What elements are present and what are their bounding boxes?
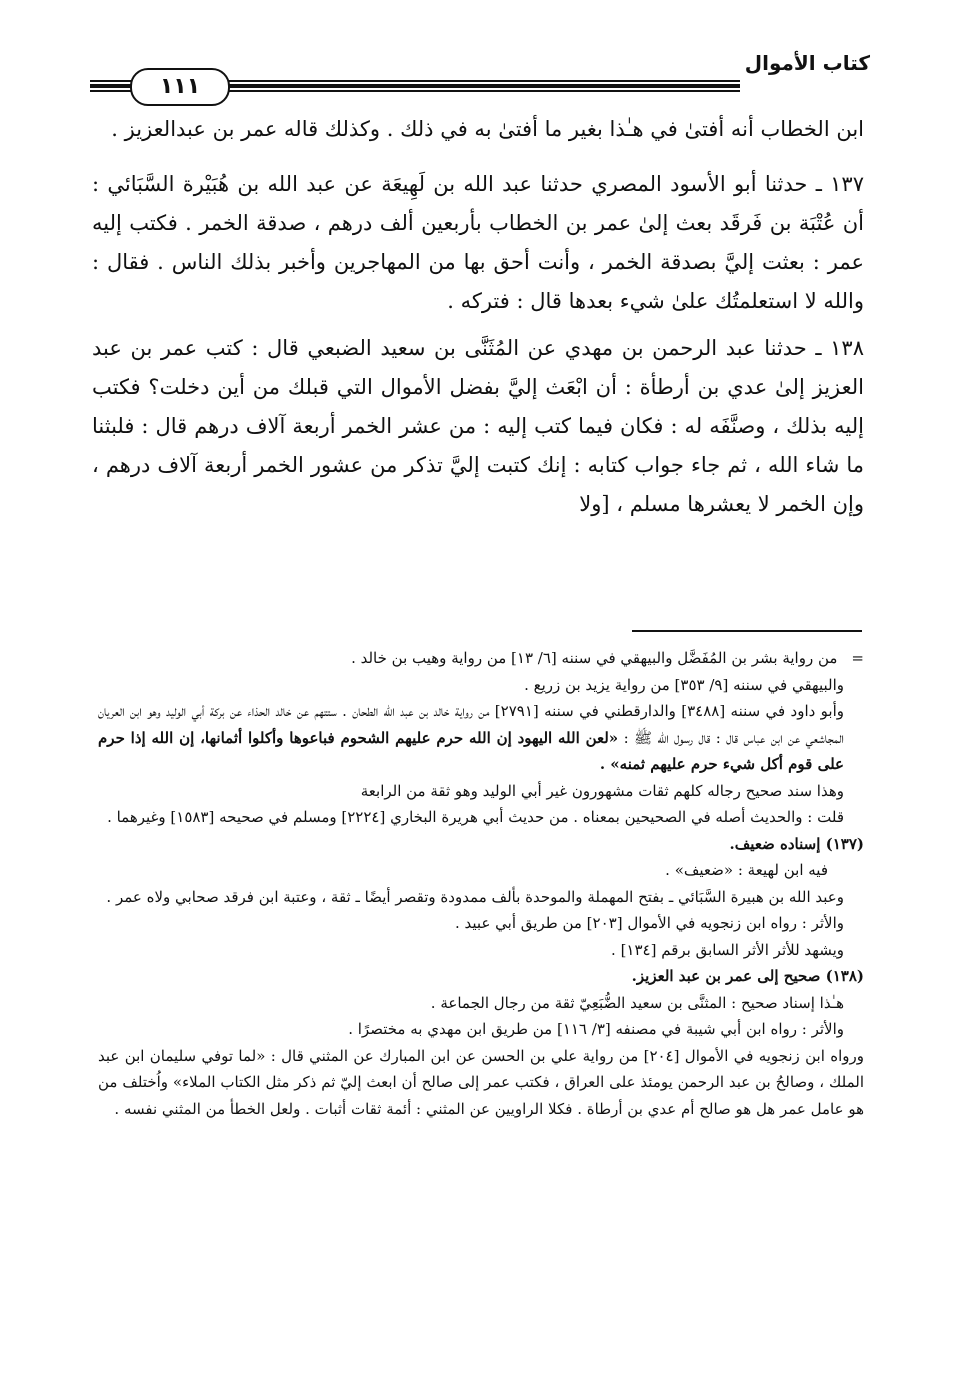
footnote-line — [98, 645, 864, 672]
footnote-text: وأبو داود في سننه [٣٤٨٨] والدارقطني في سننه [٢٧٩١] من رواية خالد بن عبد الله الطحان . ستتهم عن خالد الحذاء عن بركة أبي الوليد وهو ابن العريان المجاشعي عن ابن عباس قال : قال رسول الله ﷺ : — [98, 702, 844, 747]
continuation-mark: = — [851, 649, 864, 667]
paragraph-137: ١٣٧ ـ حدثنا أبو الأسود المصري حدثنا عبد الله بن لَهِيعَة عن عبد الله بن هُبَيْرة السَّبَائي : أن عُتْبَة بن فَرقَد بعث إلىٰ عمر بن الخطاب بأربعين ألف درهم ، صدقة الخمر . فكتب إليه عمر : بعثت إليَّ بصدقة الخمر ، وأنت أحق بها من المهاجرين وأخبر بذلك الناس . فقال : والله لا استعلمتُك علىٰ شيء بعدها قال : فتركه . — [92, 172, 864, 313]
footnote-line: وهذا سند صحيح رجاله كلهم ثقات مشهورون غير أبي الوليد وهو ثقة من الرابعة — [360, 781, 844, 800]
footnote-line: هـٰذا إسناد صحيح : المثنَّى بن سعيد الضُّبَعِيّ ثقة من رجال الجماعة . — [430, 993, 844, 1012]
paragraph-138: ١٣٨ ـ حدثنا عبد الرحمن بن مهدي عن المُثَنَّى بن سعيد الضبعي قال : كتب عمر بن عبد العزيز إلىٰ عدي بن أرطأة : أن ابْعَث إليَّ بفضل الأموال التي قبلك من أين دخلت؟ فكتب إليه بذلك ، وصنَّفَه له : فكان فيما كتب إليه : من عشر الخمر أربعة آلاف درهم قال : فلبثنا ما شاء الله ، ثم جاء جواب كتابه : إنك كتبت إليَّ تذكر من عشور الخمر أربعة آلاف درهم ، وإن الخمر لا يعشرها مسلم ، [ولا — [92, 336, 864, 516]
hadith-quote: «لعن الله اليهود إن الله حرم عليهم الشحوم فباعوها وأكلوا أثمانها، إن الله إذا حرم على قوم أكل شيء حرم عليهم ثمنه» . — [98, 728, 844, 773]
footnote-heading-137: (١٣٧) إسناده ضعيف. — [729, 834, 864, 853]
running-title: كتاب الأموال — [744, 51, 870, 75]
footnote-line — [98, 698, 864, 778]
footnote-heading-138: (١٣٨) صحيح إلى عمر بن عبد العزيز. — [631, 967, 864, 985]
footnotes — [98, 645, 864, 1122]
main-text — [92, 110, 864, 532]
footnote-line: فيه ابن لهيعة : «ضعيف» . — [665, 861, 828, 879]
footnote-line: والأثر : رواه ابن زنجويه في الأموال [٢٠٣] من طريق أبي عبيد . — [454, 914, 844, 932]
page-header — [90, 48, 870, 98]
paragraph-continuation: ابن الخطاب أنه أفتىٰ في هـٰذا بغير ما أفتىٰ به في ذلك . وكذلك قاله عمر بن عبدالعزيز . — [111, 117, 864, 141]
footnote-divider — [632, 630, 862, 632]
footnote-line: وعبد الله بن هبيرة السَّبَائي ـ بفتح المهملة والموحدة بألف ممدودة وتقصر أيضًا ـ ثقة ، وعتبة ابن فرقد صحابي ولاه عمر . — [106, 887, 844, 906]
footnote-line: قلت : والحديث أصله في الصحيحين بمعناه . من حديث أبي هريرة البخاري [٢٢٢٤] ومسلم في صحيحه [١٥٨٣] وغيرهما . — [107, 808, 844, 826]
page-number: ١١١ — [130, 68, 230, 106]
footnote-line: ويشهد للأثر الأثر السابق برقم [١٣٤] . — [611, 940, 844, 959]
footnote-line: والبيهقي في سننه [٩/ ٣٥٣] من رواية يزيد بن زريع . — [524, 675, 844, 694]
footnote-line: والأثر : رواه ابن أبي شيبة في مصنفه [٣/ ١١٦] من طريق ابن مهدي به مختصرًا . — [348, 1020, 844, 1038]
footnote-line: ورواه ابن زنجويه في الأموال [٢٠٤] من رواية علي بن الحسن عن ابن المبارك عن المثني قال : «لما توفي سليمان ابن عبد الملك ، وصالحُ بن عبد الرحمن يومئذ على العراق ، فكتب عمر إلى صالح أن ابعث إليّ ثم ذكر مثل الكتاب الملاء» واُختلف من هو عامل عمر هل هو صالح أم عدي بن أرطاة . فكلا الراويين عن المثني : أئمة ثقات أثبات . ولعل الخطأ من المثني نفسه . — [98, 1046, 864, 1118]
footnote-text: من رواية بشر بن المُفَضَّل والبيهقي في سننه [٦/ ١٣] من رواية وهيب بن خالد . — [351, 649, 838, 667]
